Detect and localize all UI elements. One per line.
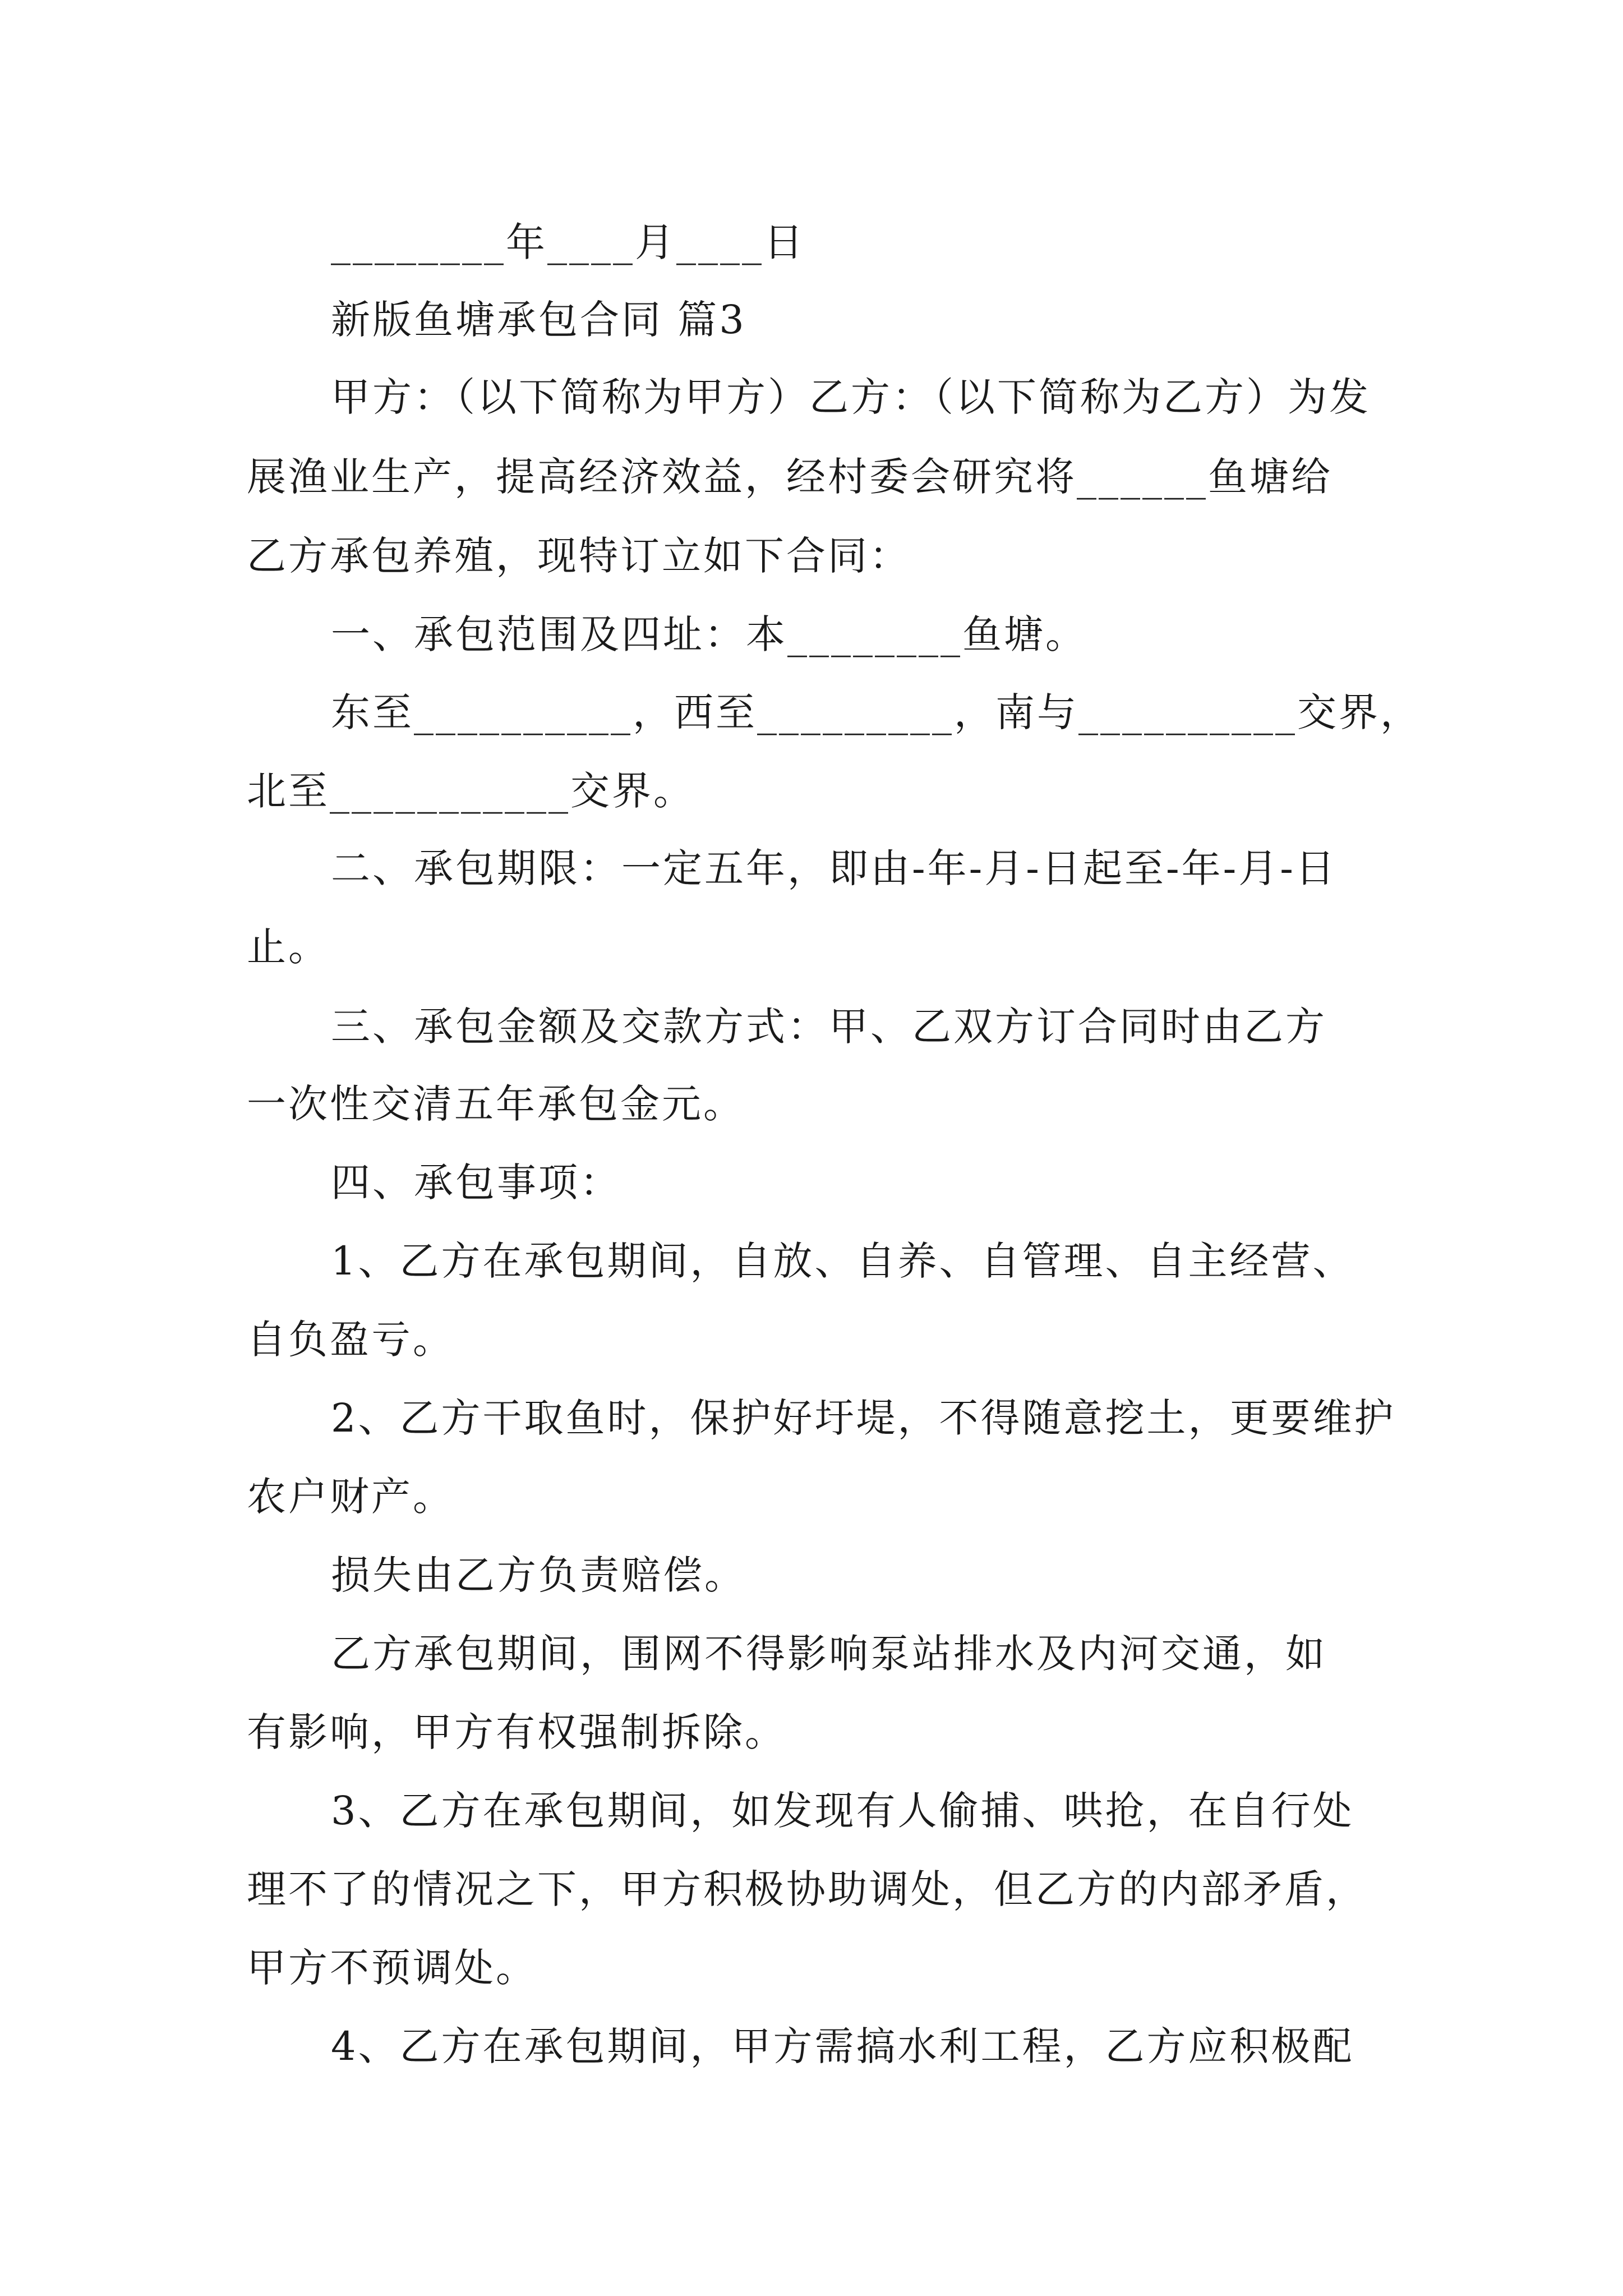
list-item: 4、乙方在承包期间，甲方需搞水利工程，乙方应积极配 — [331, 2023, 1354, 2069]
clause-heading: 四、承包事项： — [331, 1159, 621, 1205]
clause-heading: 三、承包金额及交款方式：甲、乙双方订合同时由乙方 — [331, 1004, 1327, 1050]
paragraph-line: 展渔业生产，提高经济效益，经村委会研究将______鱼塘给 — [247, 454, 1332, 500]
paragraph-line: 甲方：（以下简称为甲方）乙方：（以下简称为乙方）为发 — [331, 374, 1371, 420]
section-title: 新版鱼塘承包合同 篇3 — [331, 297, 746, 343]
list-item: 1、乙方在承包期间，自放、自养、自管理、自主经营、 — [331, 1238, 1354, 1284]
paragraph-line: 东至__________，西至_________，南与__________交界， — [331, 689, 1422, 735]
paragraph-line: 一次性交清五年承包金元。 — [247, 1081, 745, 1127]
list-item: 2、乙方干取鱼时，保护好圩堤，不得随意挖土，更要维护 — [331, 1395, 1396, 1441]
clause-heading: 一、承包范围及四址：本________鱼塘。 — [331, 611, 1087, 657]
clause-heading: 二、承包期限：一定五年，即由-年-月-日起至-年-月-日 — [331, 845, 1337, 891]
paragraph-line: 农户财产。 — [247, 1474, 454, 1520]
paragraph-line: 止。 — [247, 924, 330, 970]
paragraph-line: 乙方承包养殖，现特订立如下合同： — [247, 533, 911, 579]
paragraph-line: 甲方不预调处。 — [247, 1945, 537, 1991]
list-item: 3、乙方在承包期间，如发现有人偷捕、哄抢，在自行处 — [331, 1788, 1354, 1834]
date-line: ________年____月____日 — [331, 219, 805, 265]
paragraph-line: 自负盈亏。 — [247, 1317, 454, 1363]
paragraph-line: 损失由乙方负责赔偿。 — [331, 1552, 746, 1598]
paragraph-line: 北至___________交界。 — [247, 768, 695, 814]
paragraph-line: 有影响，甲方有权强制拆除。 — [247, 1709, 786, 1755]
paragraph-line: 理不了的情况之下，甲方积极协助调处，但乙方的内部矛盾， — [247, 1866, 1367, 1912]
paragraph-line: 乙方承包期间，围网不得影响泵站排水及内河交通，如 — [331, 1631, 1327, 1677]
